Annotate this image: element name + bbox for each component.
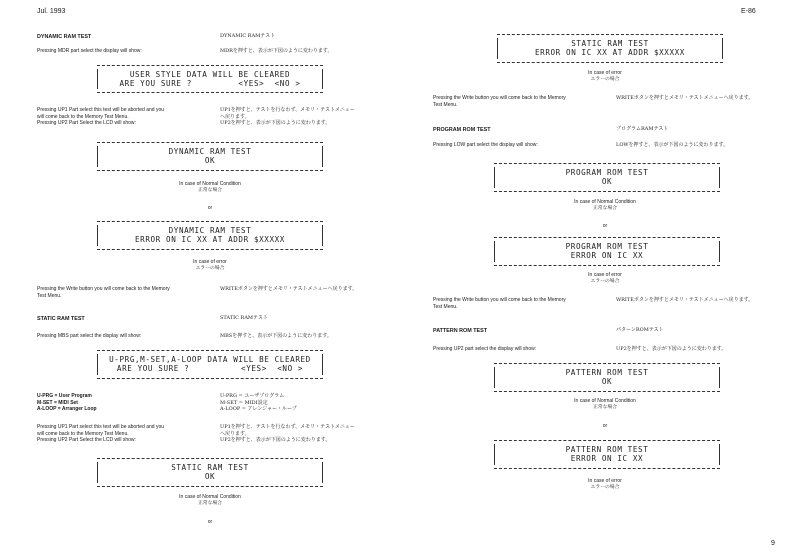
program-rom-intro: Pressing LOW part select the display will show: bbox=[433, 142, 538, 148]
lcd-program-rom-ok bbox=[494, 163, 720, 192]
pattern-rom-heading: PATTERN ROM TEST bbox=[433, 328, 488, 334]
static-ram-para-jp: UP1を押すと、テストを行なわず、メモリ・テストメニュー へ戻ります。 UP2を押すと、表示が下図のように変わります。 bbox=[220, 424, 355, 444]
static-ram-heading-jp: STATIC RAMテスト bbox=[220, 315, 268, 321]
lcd-line: ERROR ON IC XX bbox=[570, 251, 644, 260]
error-label: In case of error bbox=[588, 70, 622, 76]
normal-condition-label-jp: 正常な場合 bbox=[198, 188, 222, 193]
or-label: or bbox=[602, 423, 608, 429]
error-label: In case of error bbox=[588, 478, 622, 484]
program-rom-heading-jp: プログラムRAMテスト bbox=[616, 126, 669, 132]
normal-condition-label: In case of Normal Condition bbox=[179, 181, 241, 187]
static-ram-para: Pressing UP1 Part select this test will be aborted and you will come back to the Memory Test Menu. Pressing UP2 Part Select the LCD will show: bbox=[37, 424, 165, 444]
dynamic-ram-write-note-jp: WRITEボタンを押すとメモリ・テストメニューへ戻ります。 bbox=[220, 286, 358, 292]
lcd-line: ARE YOU SURE ? <YES> <NO > bbox=[119, 79, 301, 88]
lcd-dynamic-ram-ok bbox=[97, 142, 323, 171]
or-label: or bbox=[207, 519, 213, 525]
dynamic-ram-para: Pressing UP1 Part select this test will be aborted and you will come back to the Memory Test Menu. Pressing UP2 Part Select the LCD will show: bbox=[37, 107, 165, 127]
normal-condition-label: In case of Normal Condition bbox=[179, 494, 241, 500]
lcd-user-style-clear bbox=[97, 65, 323, 93]
abbreviation-definitions: U-PRG = User Program M-SET = MIDI Set A-LOOP = Arranger Loop bbox=[37, 393, 97, 413]
pattern-rom-heading-jp: パターンROMテスト bbox=[616, 327, 664, 333]
lcd-line: DYNAMIC RAM TEST bbox=[168, 147, 252, 156]
lcd-line: U-PRG,M-SET,A-LOOP DATA WILL BE CLEARED bbox=[109, 355, 311, 364]
abbreviation-definitions-jp: U-PRG = ユーザプログラム M-SET = MIDI設定 A-LOOP = アレンジャー・ループ bbox=[220, 393, 297, 413]
dynamic-ram-intro-jp: MDRを押すと、表示が下図のように変わります。 bbox=[220, 48, 333, 54]
page-code: E-86 bbox=[741, 8, 756, 15]
lcd-line: USER STYLE DATA WILL BE CLEARED bbox=[129, 70, 291, 79]
dynamic-ram-intro: Pressing MDR part select the display will show: bbox=[37, 48, 142, 54]
lcd-static-ram-error bbox=[497, 34, 723, 63]
lcd-pattern-rom-error bbox=[494, 440, 720, 469]
static-ram-intro: Pressing MBS part select the display will show: bbox=[37, 333, 142, 339]
lcd-line: PATTERN ROM TEST bbox=[565, 368, 649, 377]
error-label-jp: エラーの場合 bbox=[590, 279, 620, 284]
static-ram-intro-jp: MBSを押すと、表示が下図のように変わります。 bbox=[220, 333, 332, 339]
dynamic-ram-heading-jp: DYNAMIC RAMテスト bbox=[220, 33, 276, 39]
normal-condition-label-jp: 正常な場合 bbox=[198, 501, 222, 506]
lcd-line: OK bbox=[601, 177, 613, 186]
static-ram-write-note-jp: WRITEボタンを押すとメモリ・テストメニューへ戻ります。 bbox=[616, 95, 754, 101]
dynamic-ram-para-jp: UP1を押すと、テストを行なわず、メモリ・テストメニュー へ戻ります。 UP2を押すと、表示が下図のように変わります。 bbox=[220, 107, 355, 127]
static-ram-write-note: Pressing the Write button you will come back to the Memory Test Menu. bbox=[433, 95, 566, 108]
normal-condition-label: In case of Normal Condition bbox=[574, 199, 636, 205]
page-number: 9 bbox=[771, 540, 775, 547]
normal-condition-label-jp: 正常な場合 bbox=[593, 405, 617, 410]
lcd-pattern-rom-ok bbox=[494, 363, 720, 392]
lcd-line: DYNAMIC RAM TEST bbox=[168, 226, 252, 235]
lcd-line: STATIC RAM TEST bbox=[171, 463, 249, 472]
error-label: In case of error bbox=[588, 272, 622, 278]
error-label-jp: エラーの場合 bbox=[195, 266, 225, 271]
pattern-rom-intro-jp: UP2を押すと、表示が下図のように変わります。 bbox=[616, 346, 727, 352]
lcd-line: ERROR ON IC XX AT ADDR $XXXXX bbox=[135, 235, 285, 244]
lcd-line: ARE YOU SURE ? <YES> <NO > bbox=[116, 364, 304, 373]
lcd-line: ERROR ON IC XX bbox=[570, 454, 644, 463]
page-date: Jul. 1993 bbox=[37, 8, 66, 15]
lcd-line: ERROR ON IC XX AT ADDR $XXXXX bbox=[535, 48, 685, 57]
normal-condition-label: In case of Normal Condition bbox=[574, 398, 636, 404]
lcd-line: PROGRAM ROM TEST bbox=[565, 242, 649, 251]
lcd-line: PATTERN ROM TEST bbox=[565, 445, 649, 454]
lcd-line: OK bbox=[204, 156, 216, 165]
lcd-static-ram-ok bbox=[97, 458, 323, 487]
program-rom-write-note-jp: WRITEボタンを押すとメモリ・テストメニューへ戻ります。 bbox=[616, 297, 754, 303]
normal-condition-label-jp: 正常な場合 bbox=[593, 206, 617, 211]
or-label: or bbox=[602, 223, 608, 229]
pattern-rom-intro: Pressing UP2 part select the display will show: bbox=[433, 346, 537, 352]
program-rom-intro-jp: LOWを押すと、表示が下図のように変わります。 bbox=[616, 142, 729, 148]
lcd-line: OK bbox=[204, 472, 216, 481]
lcd-uprg-mset-clear bbox=[97, 350, 323, 379]
lcd-dynamic-ram-error bbox=[97, 221, 323, 250]
dynamic-ram-heading: DYNAMIC RAM TEST bbox=[37, 34, 92, 40]
dynamic-ram-write-note: Pressing the Write button you will come back to the Memory Test Menu. bbox=[37, 286, 170, 299]
lcd-line: PROGRAM ROM TEST bbox=[565, 168, 649, 177]
program-rom-write-note: Pressing the Write button you will come back to the Memory Test Menu. bbox=[433, 297, 566, 310]
lcd-line: STATIC RAM TEST bbox=[571, 39, 649, 48]
error-label-jp: エラーの場合 bbox=[590, 485, 620, 490]
or-label: or bbox=[207, 205, 213, 211]
error-label: In case of error bbox=[193, 259, 227, 265]
program-rom-heading: PROGRAM ROM TEST bbox=[433, 127, 491, 133]
error-label-jp: エラーの場合 bbox=[590, 77, 620, 82]
lcd-line: OK bbox=[601, 377, 613, 386]
lcd-program-rom-error bbox=[494, 237, 720, 266]
static-ram-heading: STATIC RAM TEST bbox=[37, 316, 85, 322]
